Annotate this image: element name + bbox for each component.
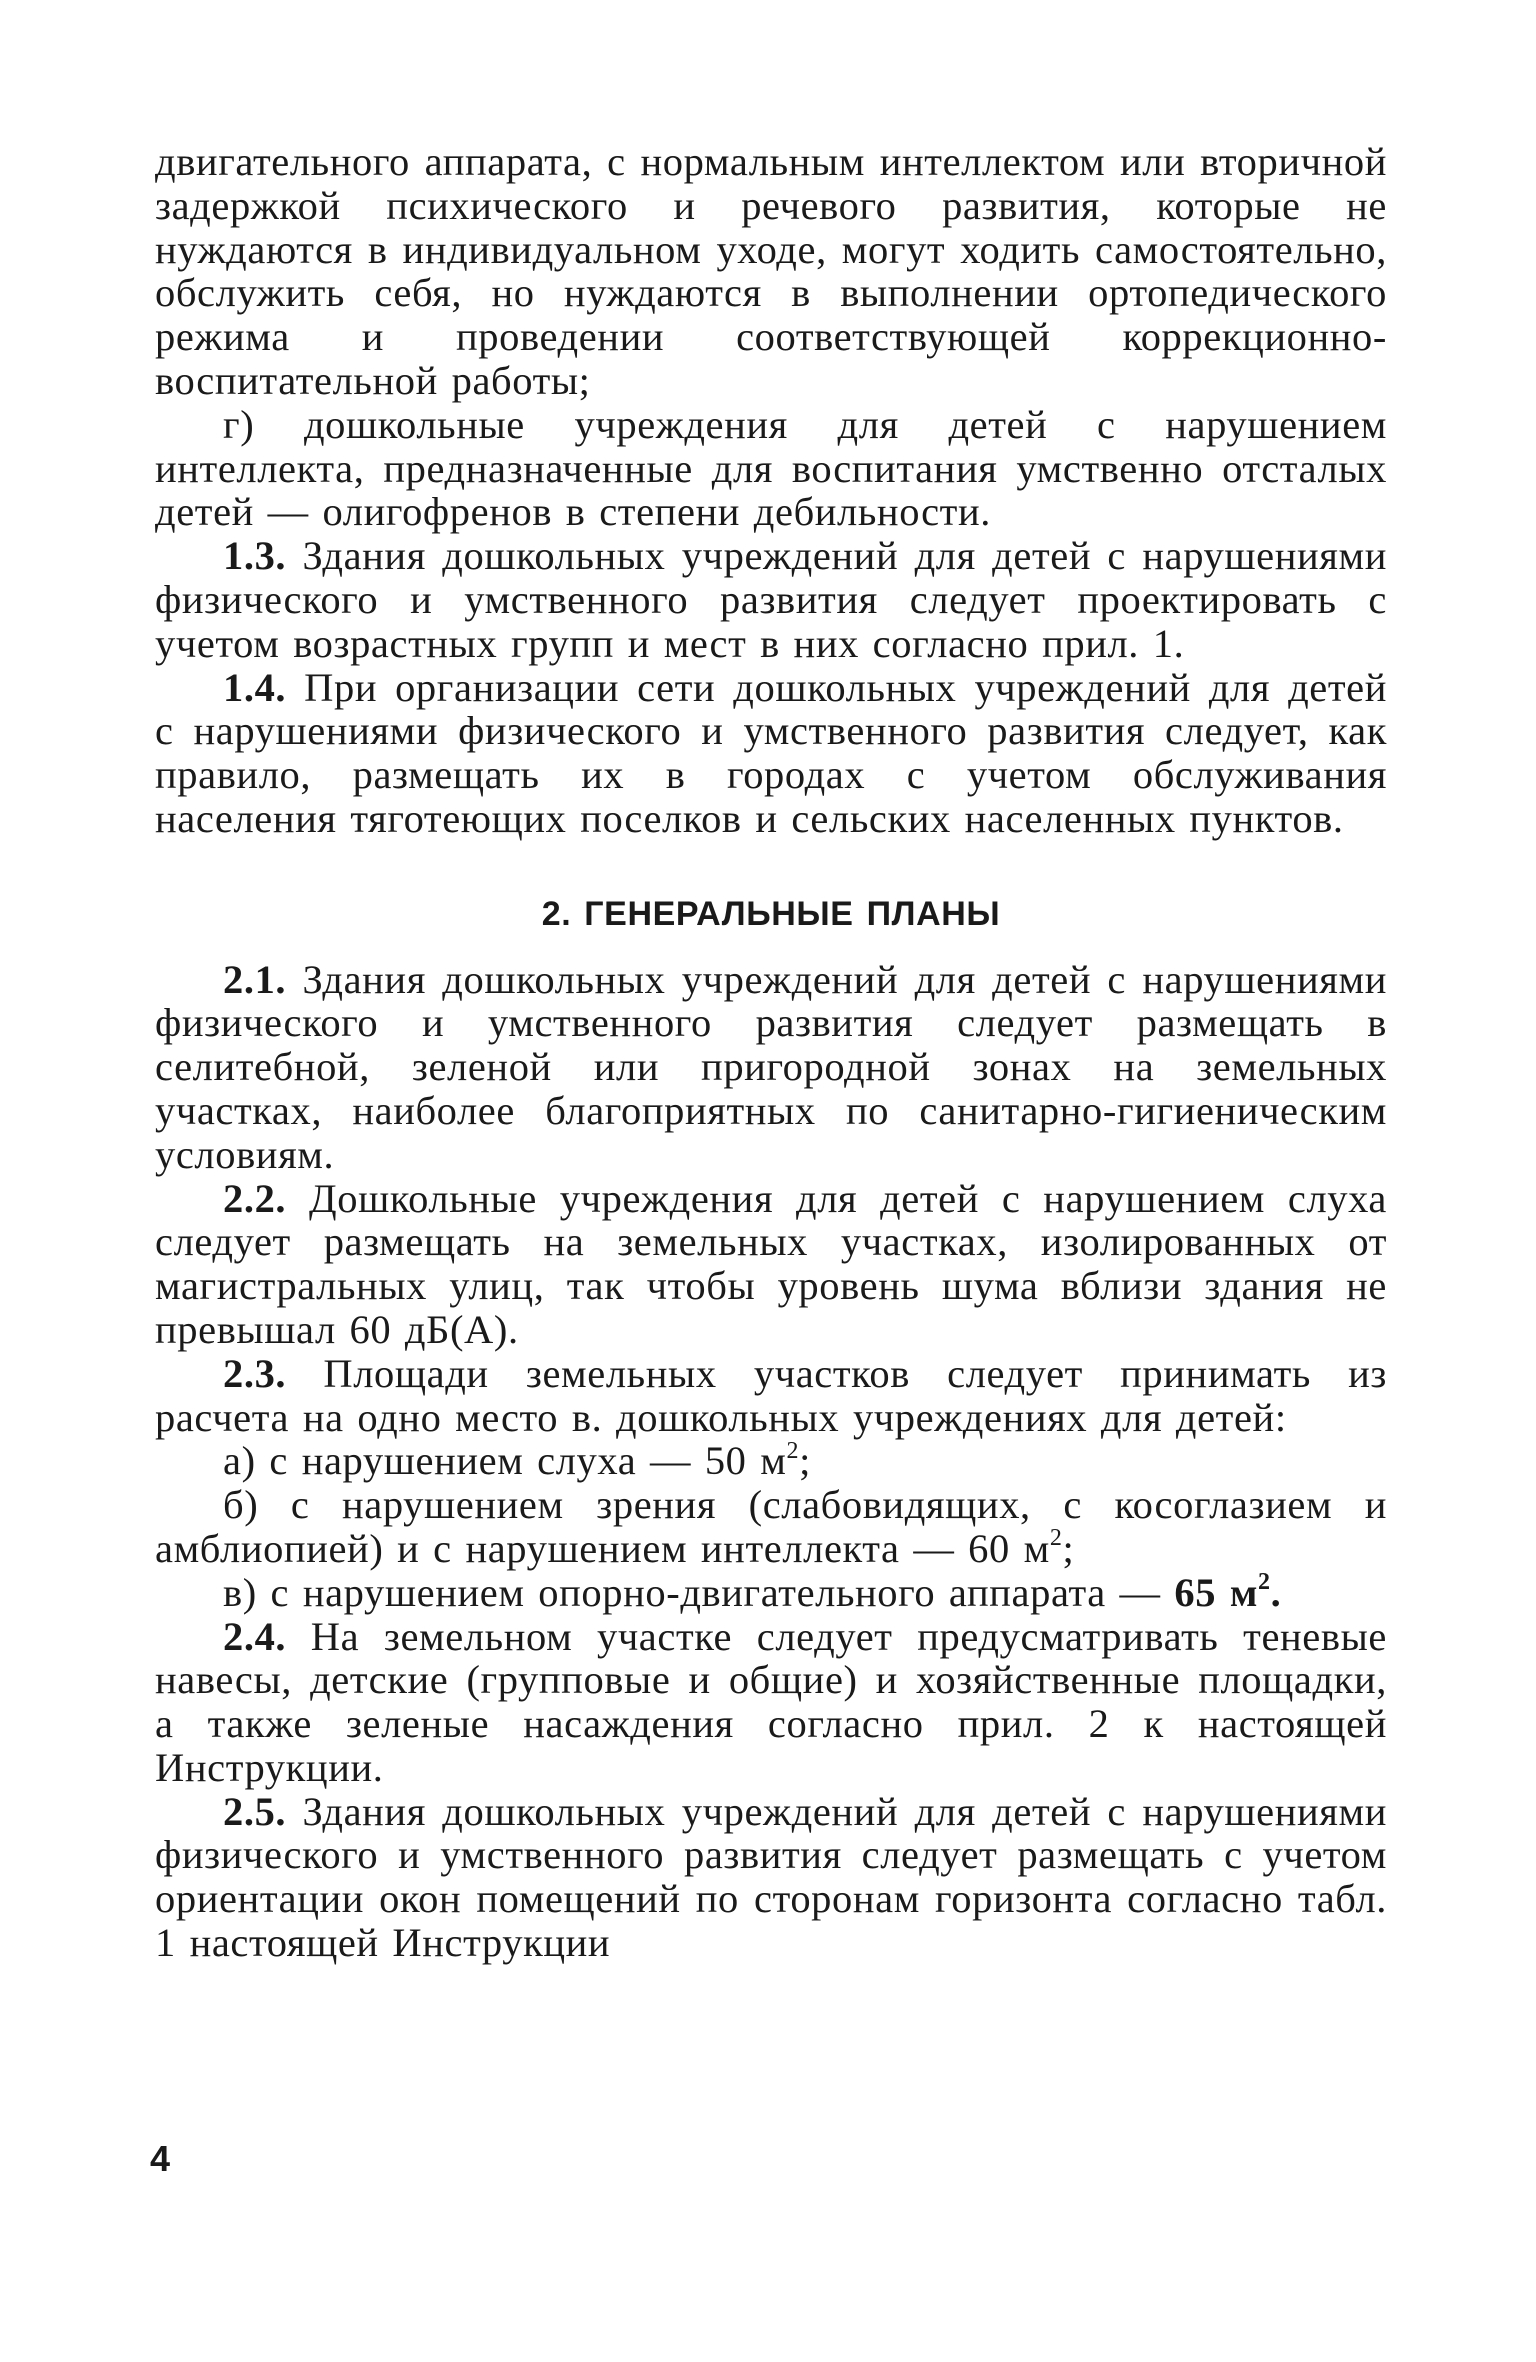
paragraph-2-3: 2.3. Площади земельных участков следует принимать из расчета на одно место в. дошкольных учреждениях для детей:: [155, 1350, 1387, 1440]
paragraph-continuation: двигательного аппарата, с нормальным интеллектом или вторичной задержкой психического и речевого развития, которые не нуждаются в индивидуальном уходе, могут ходить самостоятельно, обслужить себя, но нуждаются в выполнении ортопедического режима и проведении соответствующей коррекционно-воспитательной работы;: [155, 139, 1387, 403]
clause-number: 2.5.: [223, 1788, 287, 1834]
clause-number: 1.4.: [223, 664, 287, 710]
list-item-a: а) с нарушением слуха — 50 $м^2$;: [223, 1437, 811, 1484]
paragraph-1-4: 1.4. При организации сети дошкольных учреждений для детей с нарушениями физического и умственного развития следует, как правило, размещать их в городах с учетом обслуживания населения тяготеющих поселков и сельских населенных пунктов.: [155, 664, 1387, 841]
clause-number: 1.3.: [223, 533, 287, 579]
list-item-v: в) с нарушением опорно-двигательного аппарата — 65 $м^2$.: [223, 1569, 1282, 1615]
paragraph-item-g: г) дошкольные учреждения для детей с нарушением интеллекта, предназначенные для воспитания умственно отсталых детей — олигофренов в степени дебильности.: [155, 401, 1387, 535]
clause-number: 2.4.: [223, 1613, 287, 1659]
paragraph-1-3: 1.3. Здания дошкольных учреждений для детей с нарушениями физического и умственного развития следует проектировать с учетом возрастных групп и мест в них согласно прил. 1.: [155, 533, 1387, 666]
clause-number: 2.2.: [223, 1175, 287, 1221]
page-number: 4: [150, 2138, 171, 2179]
paragraph-2-5: 2.5. Здания дошкольных учреждений для детей с нарушениями физического и умственного развития следует размещать с учетом ориентации окон помещений по сторонам горизонта согласно табл. 1 настоящей Инструкции: [155, 1788, 1387, 1966]
section-heading: 2. ГЕНЕРАЛЬНЫЕ ПЛАНЫ: [541, 894, 1001, 933]
paragraph-2-1: 2.1. Здания дошкольных учреждений для детей с нарушениями физического и умственного развития следует размещать в селитебной, зеленой или пригородной зонах на земельных участках, наиболее благоприятных по санитарно-гигиеническим условиям.: [155, 956, 1387, 1177]
list-item-b: б) с нарушением зрения (слабовидящих, с косоглазием и амблиопией) и с нарушением интеллекта — 60 $м^2$;: [155, 1482, 1387, 1571]
clause-number: 2.3.: [223, 1350, 287, 1396]
body-text: [155, 140, 1387, 1965]
paragraph-2-4: 2.4. На земельном участке следует предусматривать теневые навесы, детские (групповые и общие) и хозяйственные площадки, а также зеленые насаждения согласно прил. 2 к настоящей Инструкции.: [155, 1613, 1387, 1790]
clause-number: 2.1.: [223, 956, 287, 1002]
paragraph-2-2: 2.2. Дошкольные учреждения для детей с нарушением слуха следует размещать на земельных участках, изолированных от магистральных улиц, так чтобы уровень шума вблизи здания не превышал 60 дБ(А).: [155, 1175, 1387, 1352]
